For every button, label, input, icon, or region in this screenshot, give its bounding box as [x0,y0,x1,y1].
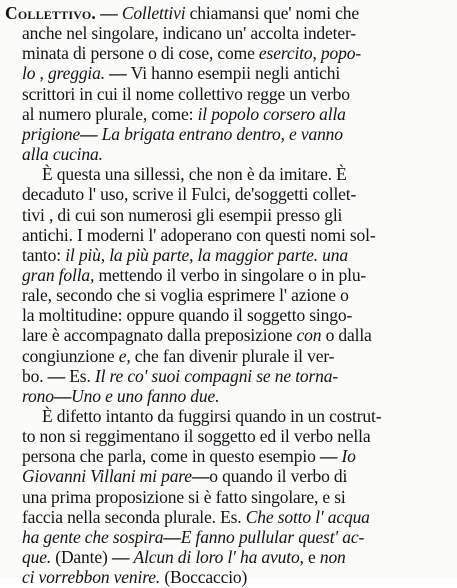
paragraph-2-first-line [42,164,347,185]
italic-example: esercito, popo- [258,43,361,64]
text-line [22,265,366,286]
text-segment: — [96,3,122,23]
headword: Collettivo. [5,3,96,23]
text-line [22,205,342,226]
text-segment: o dalla [321,325,372,346]
italic-example: il popolo corsero alla [197,103,346,124]
text-segment: minata di persone o di cose, come [22,43,259,64]
text-segment: to non si reggimentano il soggetto ed il verbo nella [22,426,371,447]
text-line [22,104,346,125]
italic-example: ci vorrebbon venire. [22,567,161,588]
text-segment: scrittori in cui il nome collettivo regge un verbo [22,83,350,104]
text-line [22,43,361,64]
italic-example: Alcun di loro l' ha avuto, [133,547,304,568]
text-line [22,527,364,548]
text-segment: faccia nella seconda plurale. Es. [22,506,246,527]
text-segment: e [303,547,320,568]
text-segment: tanto: [22,244,66,265]
italic-example: gran folla, [22,264,95,285]
text-segment: anche nel singolare, indicano un' accolta indeter- [22,23,356,44]
text-segment: antichi. I moderni l' adoperano con questi nomi sol- [22,224,376,245]
italic-example: rono [22,385,54,406]
text-line [22,446,356,467]
italic-example: Il re co' suoi compagni se ne torna- [94,365,339,386]
text-line [22,285,349,306]
text-segment: persona che parla, come in questo esempio [22,446,320,467]
italic-example: que. [22,547,52,568]
text-line [22,487,346,508]
text-segment: — [53,385,72,406]
paragraph-3-first-line [42,406,381,427]
text-segment: — [191,466,210,487]
text-line [22,144,103,165]
italic-example: e, [118,345,131,366]
text-line [22,245,348,266]
text-segment: — [163,526,181,547]
text-line [22,426,370,447]
entry-headline [5,3,359,24]
text-segment: rale, secondo che si voglia esprimere l' azione o [22,285,349,306]
italic-example: non [319,547,346,568]
text-segment: (Dante) [51,547,108,568]
text-line [22,567,247,588]
text-segment: o quando il verbo di [209,466,348,487]
text-segment: , [35,63,48,84]
italic-example: Giovanni Villani mi pare [22,466,192,487]
text-segment: — [80,123,98,144]
italic-example: greggia. [48,63,105,84]
text-segment: Vi hanno esempii negli antichi [130,63,341,84]
text-segment: una prima proposizione si è fatto singolare, e si [22,486,346,507]
text-line [22,124,343,145]
text-line [22,225,376,246]
italic-example: ha gente che sospira [22,526,164,547]
text-line [22,507,370,528]
text-line [22,346,334,367]
text-line [22,325,372,346]
italic-example: prigione [22,123,81,144]
italic-example: il più, la più parte, la maggior parte. una [65,244,348,265]
text-segment: decaduto l' uso, scrive il Fulci, de'soggetti collet- [22,184,357,205]
text-segment: (Boccaccio) [160,567,248,588]
text-line [22,184,356,205]
text-segment: la moltitudine: oppure quando il soggetto singo- [22,305,353,326]
text-segment: — [107,547,134,568]
italic-example: Uno e uno fanno due. [71,385,220,406]
text-segment: È difetto intanto da fuggirsi quando in un costrut- [42,406,382,426]
text-segment: che fan divenir plurale il ver- [130,345,335,366]
text-segment: bo. [22,365,44,386]
italic-example: lo [22,63,36,84]
text-segment: — [104,63,131,84]
italic-example: E fanno pullular quest' ac- [180,526,365,547]
text-segment: chiamansi que' nomi che [185,3,359,23]
text-segment: congiunzione [22,345,119,366]
text-segment: mettendo il verbo in singolare o in plu- [94,264,367,285]
italic-example: La brigata entrano dentro, e vanno [97,123,343,144]
text-segment: lare è accompagnato dalla preposizione [22,325,297,346]
text-line [22,386,219,407]
text-line [22,84,350,105]
italic-example: Che sotto l' acqua [245,506,370,527]
italic-example: Collettivi [121,3,186,23]
text-line [22,466,347,487]
italic-example: alla cucina. [22,144,103,165]
text-segment: tivi , di cui son numerosi gli esempii presso gli [22,204,343,225]
text-segment: Es. [69,365,95,386]
text-line [22,305,352,326]
italic-example: con [296,325,322,346]
text-line [22,547,346,568]
text-segment: al numero plurale, come: [22,103,198,124]
text-line [22,23,356,44]
text-segment: — [319,446,342,467]
italic-example: Io [341,446,356,467]
text-segment: È questa una sillessi, che non è da imitare. È [42,164,347,185]
text-line [22,366,338,387]
text-segment: — [43,365,70,386]
text-line [22,63,340,84]
